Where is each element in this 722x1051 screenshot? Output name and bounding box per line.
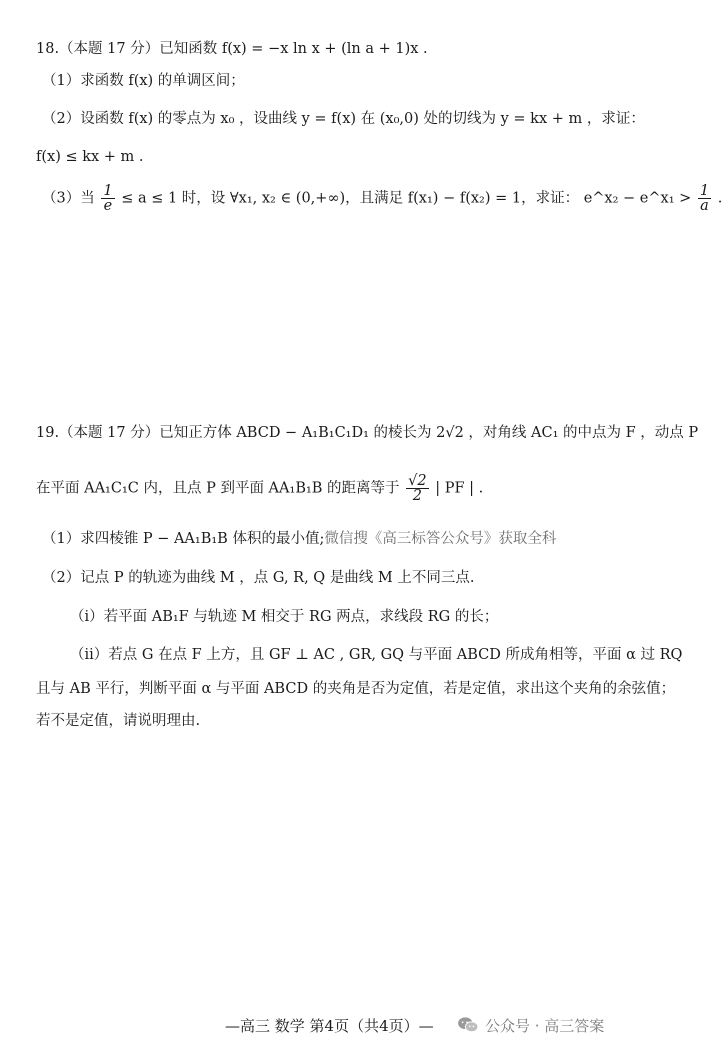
q19-line2-prefix: 在平面 AA₁C₁C 内，且点 P 到平面 AA₁B₁B 的距离等于 (36, 480, 400, 497)
q19-part1-text: （1）求四棱锥 P − AA₁B₁B 体积的最小值; (42, 531, 325, 547)
q19-line2-end: | PF | . (435, 480, 484, 497)
frac-numerator: √2 (408, 473, 427, 489)
q18-part2-line1: （2）设函数 f(x) 的零点为 x₀ ，设曲线 y = f(x) 在 (x₀,0) 处的切线为 y = kx + m ，求证： (42, 111, 645, 127)
frac-denominator: 2 (412, 488, 422, 504)
q19-header: 19.（本题 17 分）已知正方体 ABCD − A₁B₁C₁D₁ 的棱长为 2√2 ，对角线 AC₁ 的中点为 F ，动点 P (36, 425, 699, 441)
q18-part3-fraction-1-over-e (101, 184, 114, 213)
frac-denominator: a (700, 198, 709, 214)
q18-part3-end: . (717, 190, 722, 207)
q19-part2-ii-line3: 若不是定值，请说明理由. (36, 713, 201, 729)
q18-part1: （1）求函数 f(x) 的单调区间； (42, 73, 245, 89)
q19-part2-ii-line1: （ⅱ）若点 G 在点 F 上方，且 GF ⊥ AC , GR, GQ 与平面 ABCD 所成角相等，平面 α 过 RQ (70, 647, 683, 663)
q19-line2 (36, 474, 635, 503)
q18-part3-prefix: （3）当 (42, 190, 95, 207)
q18-part3 (42, 183, 722, 214)
page-footer (0, 1012, 655, 1038)
q19-part1 (42, 528, 635, 550)
wechat-icon (457, 1016, 479, 1034)
q19-part2-ii-line2: 且与 AB 平行，判断平面 α 与平面 ABCD 的夹角是否为定值，若是定值，求出这个夹角的余弦值； (36, 681, 676, 697)
wechat-account-badge (457, 1014, 604, 1036)
q18-header: 18.（本题 17 分）已知函数 f(x) = −x ln x + (ln a + 1)x . (36, 41, 428, 57)
wechat-account-label: 公众号 · 高三答案 (485, 1016, 605, 1035)
q18-part2-line2: f(x) ≤ kx + m . (36, 149, 144, 165)
frac-denominator: e (103, 198, 113, 214)
q18-part3-middle: ≤ a ≤ 1 时，设 ∀x₁, x₂ ∈ (0,+∞)，且满足 f(x₁) − f(x₂) = 1，求证： e^x₂ − e^x₁ > (121, 190, 692, 207)
q19-fraction-sqrt2-over-2 (406, 474, 428, 503)
q18-part3-fraction-1-over-a (698, 184, 711, 213)
q19-part2-i: （ⅰ）若平面 AB₁F 与轨迹 M 相交于 RG 两点，求线段 RG 的长； (70, 609, 499, 625)
page-number-label: —高三 数学 第4页（共4页）— (225, 1017, 434, 1035)
watermark-text: 微信搜《高三标答公众号》获取全科 (324, 531, 557, 547)
frac-numerator: 1 (103, 183, 113, 199)
frac-numerator: 1 (699, 183, 710, 199)
q19-part2: （2）记点 P 的轨迹为曲线 M ，点 G, R, Q 是曲线 M 上不同三点. (42, 570, 475, 586)
